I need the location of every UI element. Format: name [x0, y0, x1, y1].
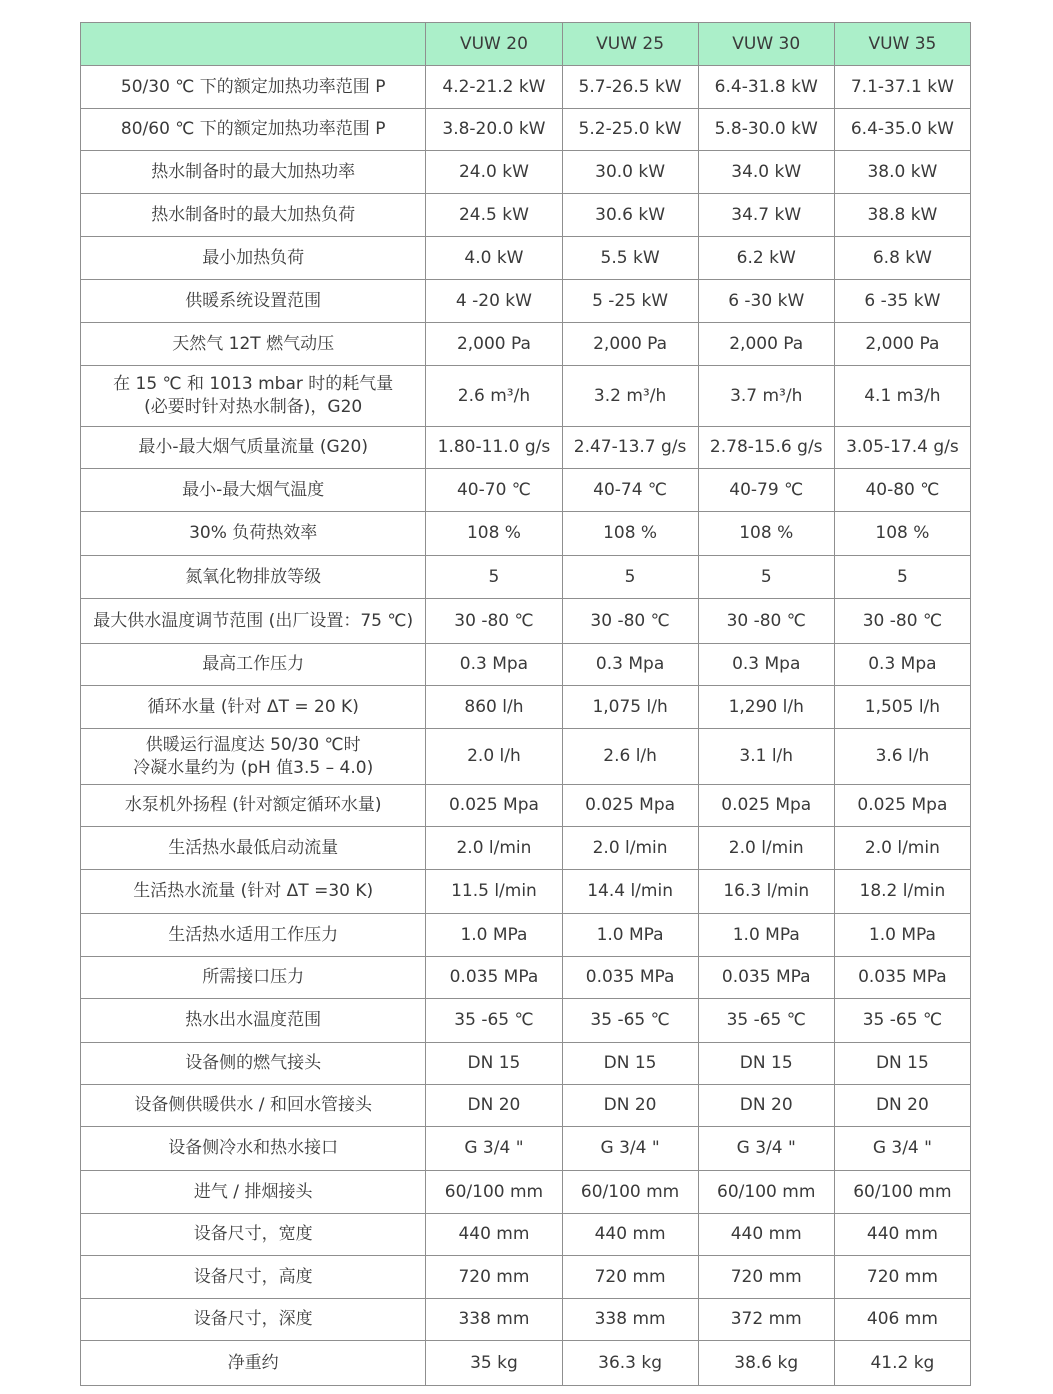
row-label [81, 827, 426, 870]
value-cell: DN 20 [562, 1085, 698, 1127]
header-blank-cell [81, 23, 426, 66]
value-cell: 108 % [698, 512, 834, 556]
row-label-line: 最小加热负荷 [202, 247, 305, 268]
value-cell: 5 [834, 556, 970, 599]
value-cell: 30 -80 ℃ [562, 599, 698, 644]
table-row [81, 1214, 971, 1256]
value-cell: 41.2 kg [834, 1341, 970, 1386]
value-cell: 2,000 Pa [834, 323, 970, 366]
value-cell: 5 -25 kW [562, 280, 698, 323]
value-cell: 0.3 Mpa [426, 644, 562, 686]
row-label-line: 供暖系统设置范围 [185, 290, 322, 311]
table-row [81, 1341, 971, 1386]
table-row [81, 280, 971, 323]
spec-table [80, 22, 971, 1386]
value-cell: 372 mm [698, 1299, 834, 1341]
value-cell: 60/100 mm [562, 1171, 698, 1214]
value-cell: 38.0 kW [834, 151, 970, 194]
model-header: VUW 20 [426, 23, 562, 66]
value-cell: 14.4 l/min [562, 870, 698, 914]
row-label-line: 生活热水流量 (针对 ΔT =30 K) [133, 881, 374, 901]
value-cell: 406 mm [834, 1299, 970, 1341]
row-label-line: 设备侧冷水和热水接口 [168, 1138, 339, 1158]
value-cell: 38.6 kg [698, 1341, 834, 1386]
row-label [81, 1127, 426, 1171]
value-cell: 6.4-31.8 kW [698, 66, 834, 109]
table-row [81, 1043, 971, 1085]
value-cell: 2.0 l/min [834, 827, 970, 870]
value-cell: 4 -20 kW [426, 280, 562, 323]
value-cell: 1,505 l/h [834, 686, 970, 729]
value-cell: 3.7 m³/h [698, 366, 834, 427]
value-cell: 35 kg [426, 1341, 562, 1386]
table-row [81, 914, 971, 957]
row-label-line: 设备尺寸，高度 [193, 1266, 313, 1287]
value-cell: 5.5 kW [562, 237, 698, 280]
value-cell: 3.6 l/h [834, 729, 970, 785]
value-cell: 30.0 kW [562, 151, 698, 194]
table-row [81, 1256, 971, 1299]
value-cell: 2.6 l/h [562, 729, 698, 785]
row-label-line: 80/60 ℃ 下的额定加热功率范围 P [120, 119, 386, 139]
value-cell: 2,000 Pa [426, 323, 562, 366]
table-row [81, 556, 971, 599]
value-cell: 1.0 MPa [426, 914, 562, 957]
value-cell: 1.0 MPa [834, 914, 970, 957]
value-cell: 11.5 l/min [426, 870, 562, 914]
row-label-line: 最小-最大烟气质量流量 (G20) [138, 437, 368, 457]
row-label [81, 729, 426, 785]
value-cell: 6.2 kW [698, 237, 834, 280]
value-cell: 0.3 Mpa [562, 644, 698, 686]
row-label [81, 686, 426, 729]
value-cell: 6.8 kW [834, 237, 970, 280]
value-cell: 40-80 ℃ [834, 469, 970, 512]
value-cell: 0.025 Mpa [426, 785, 562, 827]
row-label-line: 天然气 12T 燃气动压 [172, 333, 335, 354]
value-cell: 3.2 m³/h [562, 366, 698, 427]
value-cell: 1.0 MPa [562, 914, 698, 957]
value-cell: 30 -80 ℃ [426, 599, 562, 644]
row-label-line: 30% 负荷热效率 [189, 523, 318, 543]
table-row [81, 686, 971, 729]
row-label-line: 在 15 ℃ 和 1013 mbar 时的耗气量 [113, 374, 394, 394]
value-cell: DN 15 [562, 1043, 698, 1085]
row-label [81, 599, 426, 644]
row-label-line: 所需接口压力 [202, 967, 305, 987]
row-label [81, 1341, 426, 1386]
value-cell: 338 mm [426, 1299, 562, 1341]
value-cell: 35 -65 ℃ [834, 999, 970, 1043]
value-cell: 440 mm [426, 1214, 562, 1256]
row-label [81, 237, 426, 280]
value-cell: 30.6 kW [562, 194, 698, 237]
value-cell: 34.7 kW [698, 194, 834, 237]
value-cell: 35 -65 ℃ [426, 999, 562, 1043]
value-cell: 1.0 MPa [698, 914, 834, 957]
table-row [81, 827, 971, 870]
value-cell: 108 % [426, 512, 562, 556]
value-cell: 5 [426, 556, 562, 599]
row-label [81, 1214, 426, 1256]
table-row [81, 1127, 971, 1171]
table-row [81, 644, 971, 686]
value-cell: 0.035 MPa [562, 957, 698, 999]
row-label [81, 469, 426, 512]
row-label-line: 最高工作压力 [202, 654, 305, 674]
value-cell: 0.035 MPa [834, 957, 970, 999]
row-label [81, 1299, 426, 1341]
row-label [81, 427, 426, 469]
value-cell: 440 mm [562, 1214, 698, 1256]
row-label [81, 366, 426, 427]
row-label [81, 644, 426, 686]
value-cell: 30 -80 ℃ [698, 599, 834, 644]
value-cell: 34.0 kW [698, 151, 834, 194]
row-label-line: 设备侧的燃气接头 [185, 1053, 322, 1073]
spec-table-body [81, 66, 971, 1386]
table-row [81, 109, 971, 151]
row-label-line: 进气 / 排烟接头 [193, 1181, 313, 1202]
value-cell: 16.3 l/min [698, 870, 834, 914]
row-label-line: 净重约 [227, 1352, 279, 1373]
value-cell: 2.78-15.6 g/s [698, 427, 834, 469]
value-cell: G 3/4 " [698, 1127, 834, 1171]
value-cell: 0.025 Mpa [834, 785, 970, 827]
row-label [81, 1256, 426, 1299]
value-cell: DN 15 [834, 1043, 970, 1085]
table-row [81, 427, 971, 469]
value-cell: 0.3 Mpa [834, 644, 970, 686]
row-label-line: 设备侧供暖供水 / 和回水管接头 [134, 1095, 372, 1115]
value-cell: 0.025 Mpa [698, 785, 834, 827]
value-cell: 440 mm [698, 1214, 834, 1256]
table-row [81, 1171, 971, 1214]
value-cell: 5.8-30.0 kW [698, 109, 834, 151]
row-label [81, 512, 426, 556]
value-cell: 2.0 l/min [562, 827, 698, 870]
value-cell: G 3/4 " [562, 1127, 698, 1171]
model-header: VUW 30 [698, 23, 834, 66]
value-cell: 4.2-21.2 kW [426, 66, 562, 109]
value-cell: 720 mm [562, 1256, 698, 1299]
row-label [81, 66, 426, 109]
table-row [81, 323, 971, 366]
row-label-line: (必要时针对热水制备)，G20 [144, 397, 363, 417]
row-label-line: 设备尺寸，深度 [193, 1309, 313, 1329]
value-cell: 720 mm [834, 1256, 970, 1299]
row-label [81, 109, 426, 151]
row-label [81, 194, 426, 237]
row-label [81, 785, 426, 827]
row-label [81, 1171, 426, 1214]
row-label-line: 热水出水温度范围 [185, 1010, 322, 1030]
value-cell: 720 mm [698, 1256, 834, 1299]
value-cell: 2.47-13.7 g/s [562, 427, 698, 469]
row-label-line: 生活热水适用工作压力 [168, 924, 339, 945]
row-label-line: 水泵机外扬程 (针对额定循环水量) [124, 795, 382, 815]
table-row [81, 366, 971, 427]
table-row [81, 194, 971, 237]
value-cell: 6 -30 kW [698, 280, 834, 323]
row-label [81, 870, 426, 914]
value-cell: 6 -35 kW [834, 280, 970, 323]
row-label-line: 设备尺寸，宽度 [193, 1224, 313, 1244]
table-row [81, 599, 971, 644]
row-label [81, 1043, 426, 1085]
value-cell: 720 mm [426, 1256, 562, 1299]
value-cell: 338 mm [562, 1299, 698, 1341]
value-cell: 5.2-25.0 kW [562, 109, 698, 151]
row-label-line: 50/30 ℃ 下的额定加热功率范围 P [120, 76, 386, 97]
value-cell: 30 -80 ℃ [834, 599, 970, 644]
value-cell: DN 15 [698, 1043, 834, 1085]
value-cell: DN 20 [834, 1085, 970, 1127]
value-cell: 7.1-37.1 kW [834, 66, 970, 109]
value-cell: 0.035 MPa [698, 957, 834, 999]
value-cell: 0.025 Mpa [562, 785, 698, 827]
table-row [81, 66, 971, 109]
value-cell: 2.0 l/h [426, 729, 562, 785]
value-cell: 40-79 ℃ [698, 469, 834, 512]
row-label-line: 氮氧化物排放等级 [185, 566, 322, 587]
value-cell: 2,000 Pa [562, 323, 698, 366]
value-cell: 5.7-26.5 kW [562, 66, 698, 109]
table-row [81, 957, 971, 999]
value-cell: 24.5 kW [426, 194, 562, 237]
value-cell: 4.1 m3/h [834, 366, 970, 427]
value-cell: DN 20 [698, 1085, 834, 1127]
value-cell: 18.2 l/min [834, 870, 970, 914]
table-row [81, 512, 971, 556]
table-row [81, 729, 971, 785]
model-header: VUW 25 [562, 23, 698, 66]
value-cell: 35 -65 ℃ [698, 999, 834, 1043]
value-cell: 0.3 Mpa [698, 644, 834, 686]
value-cell: 2,000 Pa [698, 323, 834, 366]
value-cell: 38.8 kW [834, 194, 970, 237]
table-row [81, 237, 971, 280]
table-row [81, 870, 971, 914]
row-label-line: 冷凝水量约为 (pH 值3.5 – 4.0) [133, 757, 374, 778]
value-cell: 3.05-17.4 g/s [834, 427, 970, 469]
row-label-line: 循环水量 (针对 ΔT = 20 K) [147, 696, 359, 717]
value-cell: 108 % [562, 512, 698, 556]
row-label [81, 556, 426, 599]
value-cell: 1.80-11.0 g/s [426, 427, 562, 469]
value-cell: 5 [562, 556, 698, 599]
table-row [81, 785, 971, 827]
row-label [81, 957, 426, 999]
value-cell: 6.4-35.0 kW [834, 109, 970, 151]
value-cell: 35 -65 ℃ [562, 999, 698, 1043]
row-label-line: 最小-最大烟气温度 [182, 479, 325, 500]
value-cell: 60/100 mm [834, 1171, 970, 1214]
table-row [81, 1299, 971, 1341]
value-cell: 3.1 l/h [698, 729, 834, 785]
value-cell: DN 15 [426, 1043, 562, 1085]
value-cell: G 3/4 " [426, 1127, 562, 1171]
table-row [81, 469, 971, 512]
value-cell: 3.8-20.0 kW [426, 109, 562, 151]
value-cell: 860 l/h [426, 686, 562, 729]
table-row [81, 151, 971, 194]
value-cell: 24.0 kW [426, 151, 562, 194]
row-label [81, 1085, 426, 1127]
value-cell: 108 % [834, 512, 970, 556]
value-cell: 36.3 kg [562, 1341, 698, 1386]
row-label-line: 热水制备时的最大加热负荷 [151, 204, 356, 225]
row-label [81, 323, 426, 366]
value-cell: 2.0 l/min [698, 827, 834, 870]
row-label [81, 914, 426, 957]
table-row [81, 999, 971, 1043]
row-label [81, 999, 426, 1043]
row-label [81, 151, 426, 194]
value-cell: G 3/4 " [834, 1127, 970, 1171]
value-cell: 1,075 l/h [562, 686, 698, 729]
row-label-line: 最大供水温度调节范围 (出厂设置：75 ℃) [93, 610, 414, 631]
row-label-line: 供暖运行温度达 50/30 ℃时 [145, 734, 361, 755]
value-cell: 0.035 MPa [426, 957, 562, 999]
row-label-line: 生活热水最低启动流量 [168, 837, 339, 858]
value-cell: 40-70 ℃ [426, 469, 562, 512]
value-cell: 440 mm [834, 1214, 970, 1256]
value-cell: 5 [698, 556, 834, 599]
value-cell: 2.6 m³/h [426, 366, 562, 427]
row-label [81, 280, 426, 323]
value-cell: 60/100 mm [698, 1171, 834, 1214]
table-row [81, 1085, 971, 1127]
row-label-line: 热水制备时的最大加热功率 [151, 161, 356, 182]
value-cell: 1,290 l/h [698, 686, 834, 729]
model-header: VUW 35 [834, 23, 970, 66]
value-cell: 60/100 mm [426, 1171, 562, 1214]
value-cell: DN 20 [426, 1085, 562, 1127]
header-row [81, 23, 971, 66]
value-cell: 4.0 kW [426, 237, 562, 280]
value-cell: 2.0 l/min [426, 827, 562, 870]
value-cell: 40-74 ℃ [562, 469, 698, 512]
